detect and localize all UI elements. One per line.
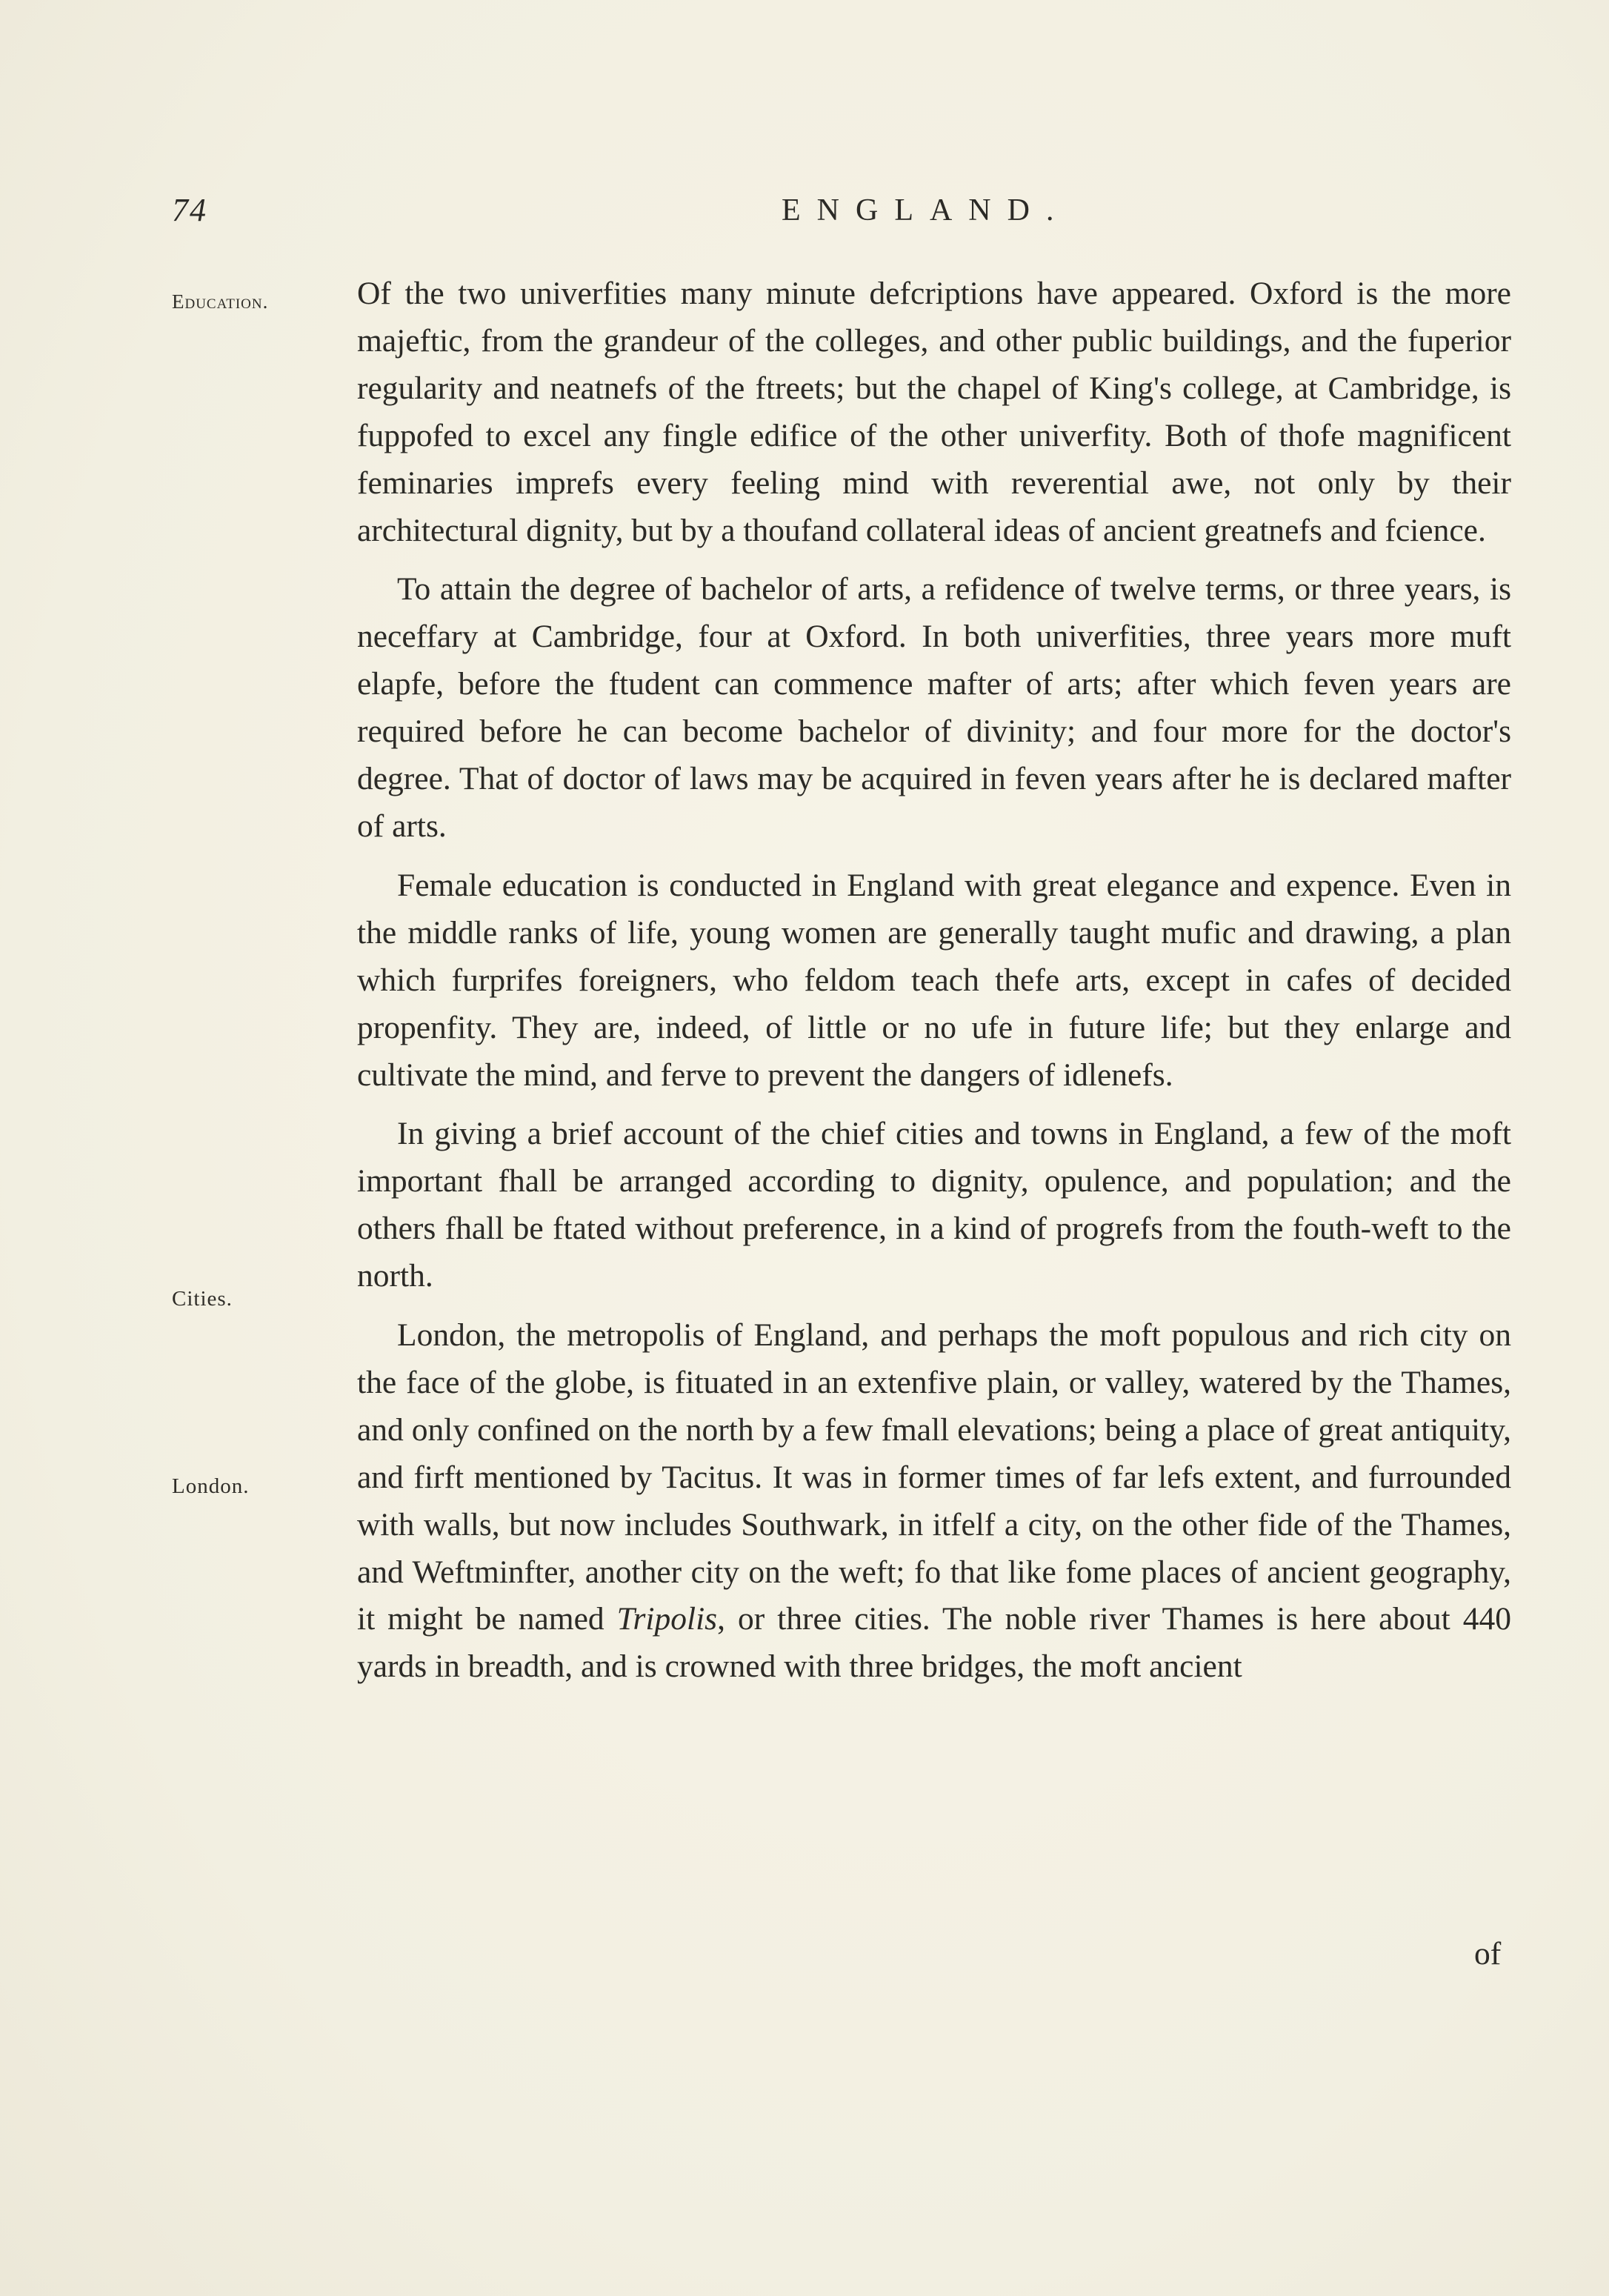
body-text	[357, 270, 1511, 1703]
paragraph-cities: In giving a brief account of the chief cities and towns in England, a few of the moft important fhall be arranged according to dignity, opulence, and population; and the others fhall be ftated without preference, in a kind of progrefs from the fouth-weft to the north.	[357, 1116, 1511, 1294]
paragraph-universities: Of the two univerfities many minute defcriptions have appeared. Oxford is the more majeftic, from the grandeur of the colleges, and other public buildings, and the fuperior regularity and neatnefs of the ftreets; but the chapel of King's college, at Cambridge, is fuppofed to excel any fingle edifice of the other univerfity. Both of thofe magnificent feminaries imprefs every feeling mind with reverential awe, not only by their architectural dignity, but by a thoufand collateral ideas of ancient greatnefs and fcience.	[357, 276, 1511, 548]
paragraph-degrees: To attain the degree of bachelor of arts, a refidence of twelve terms, or three years, is neceffary at Cambridge, four at Oxford. In both univerfities, three years more muft elapfe, before the ftudent can commence mafter of arts; after which feven years are required before he can become bachelor of divinity; and four more for the doctor's degree. That of doctor of laws may be acquired in feven years after he is declared mafter of arts.	[357, 571, 1511, 844]
catchword: of	[1474, 1936, 1502, 1971]
page-number: 74	[172, 192, 207, 228]
london-text-start: London, the metropolis of England, and perhaps the moft populous and rich city on the face of the globe, is fituated in an extenfive plain, or valley, watered by the Thames, and only confined on the north by a few fmall elevations; being a place of great antiquity, and firft mentioned by Tacitus. It was in former times of far lefs extent, and furrounded with walls, but now includes Southwark, in itfelf a city, on the other fide of the Thames, and Weftminfter, another city on the weft; fo that like fome places of ancient geography, it might be named	[357, 1317, 1511, 1637]
margin-note-london: London.	[172, 1474, 250, 1498]
paragraph-london	[357, 1312, 1511, 1691]
page-header	[0, 191, 1609, 243]
london-text-end: , or three cities. The noble river Thames is here about 440 yards in breadth, and is crowned with three bridges, the moft ancient	[357, 1601, 1512, 1685]
paragraph-female-education: Female education is conducted in England with great elegance and expence. Even in the middle ranks of life, young women are generally taught mufic and drawing, a plan which furprifes foreigners, who feldom teach thefe arts, except in cafes of decided propenfity. They are, indeed, of little or no ufe in future life; but they enlarge and cultivate the mind, and ferve to prevent the dangers of idlenefs.	[357, 867, 1511, 1093]
running-head: ENGLAND.	[782, 193, 1070, 227]
margin-note-education: Education.	[172, 290, 269, 313]
tripolis-italic: Tripolis	[616, 1601, 718, 1637]
margin-note-cities: Cities.	[172, 1287, 233, 1311]
